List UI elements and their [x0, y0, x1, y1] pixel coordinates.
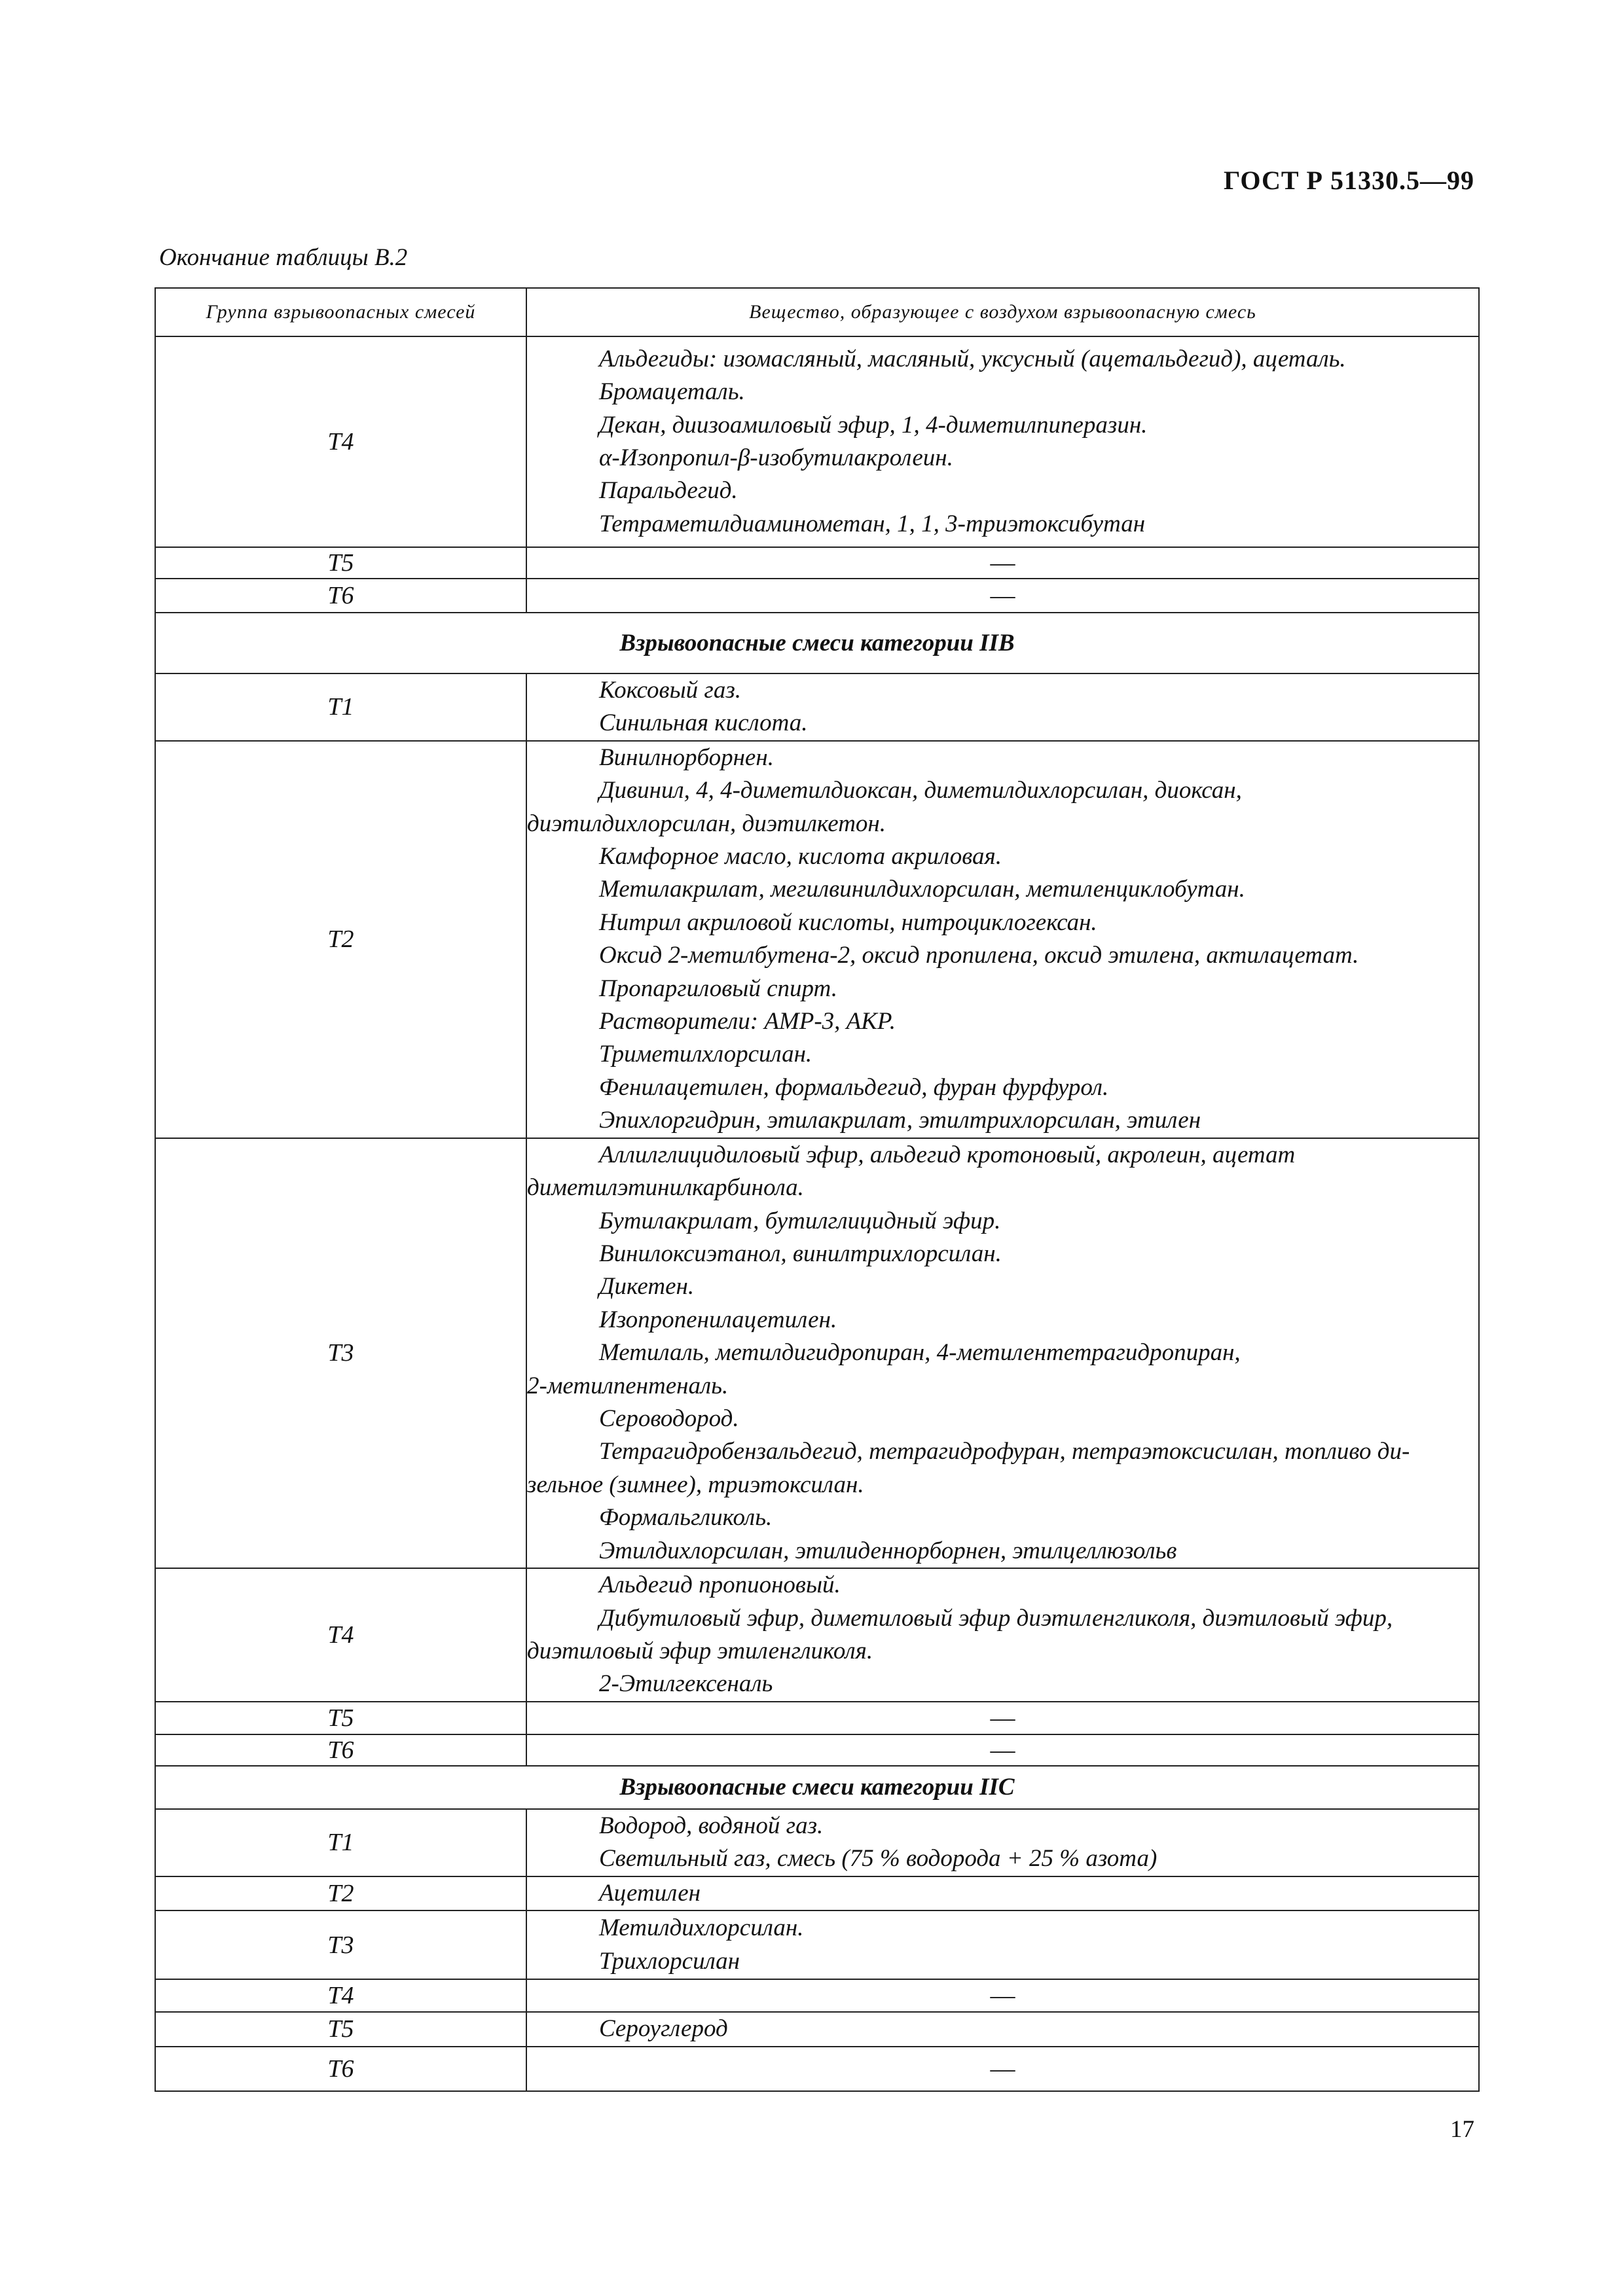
- substance-line: Пропаргиловый спирт.: [599, 975, 837, 1002]
- substance-line: 2-метилпентеналь.: [527, 1372, 729, 1399]
- substance-cell: [526, 741, 1479, 1138]
- substance-line: диэтиловый эфир этиленгликоля.: [527, 1637, 873, 1664]
- substance-line: Дибутиловый эфир, диметиловый эфир диэтиленгликоля, диэтиловый эфир,: [599, 1604, 1393, 1632]
- category-title: Взрывоопасные смеси категории IIВ: [155, 613, 1479, 673]
- substance-line: Фенилацетилен, формальдегид, фуран фурфурол.: [599, 1073, 1109, 1101]
- substance-line: Этилдихлорсилан, этилиденнорборнен, этилцеллюзольв: [599, 1537, 1177, 1564]
- table-row: [155, 2012, 1479, 2046]
- substance-cell: [526, 1138, 1479, 1568]
- substance-line: Оксид 2-метилбутена-2, оксид пропилена, оксид этилена, актилацетат.: [599, 942, 1359, 969]
- substance-line: Сероуглерод: [599, 2015, 728, 2043]
- substance-line: Формальгликоль.: [599, 1504, 773, 1532]
- table-row: [155, 1734, 1479, 1766]
- substance-line: Изопропенилацетилен.: [599, 1306, 837, 1333]
- substance-line: Винилнорборнен.: [599, 744, 774, 771]
- substance-line: Триметилхлорсилан.: [599, 1041, 812, 1068]
- substance-line: Коксовый газ.: [599, 677, 742, 704]
- substance-line: Нитрил акриловой кислоты, нитроциклогексан.: [599, 908, 1097, 936]
- substance-line: Сероводород.: [599, 1405, 739, 1432]
- substance-line: Эпихлоргидрин, этилакрилат, этилтрихлорсилан, этилен: [599, 1107, 1201, 1134]
- table-row: [155, 547, 1479, 579]
- group-cell: Т3: [155, 1138, 526, 1568]
- substance-line: Растворители: АМР-3, АКР.: [599, 1008, 896, 1035]
- substance-line: диметилэтинилкарбинола.: [527, 1174, 804, 1202]
- group-cell: Т4: [155, 1568, 526, 1702]
- dash-cell: —: [526, 547, 1479, 579]
- dash-cell: —: [526, 579, 1479, 613]
- substance-line: Тетраметилдиаминометан, 1, 1, 3-триэтоксибутан: [599, 510, 1146, 537]
- substance-cell: [526, 2012, 1479, 2046]
- substance-line: Метилаль, метилдигидропиран, 4-метилентетрагидропиран,: [599, 1339, 1241, 1367]
- table-row: [155, 1809, 1479, 1876]
- substance-line: Метилакрилат, мегилвинилдихлорсилан, метиленциклобутан.: [599, 876, 1245, 903]
- group-cell: Т6: [155, 579, 526, 613]
- substance-line: Декан, диизоамиловый эфир, 1, 4-диметилпиперазин.: [599, 411, 1148, 439]
- dash-cell: —: [526, 1979, 1479, 2012]
- substance-line: Тетрагидробензальдегид, тетрагидрофуран, тетраэтоксисилан, топливо ди-: [599, 1438, 1410, 1465]
- category-title: Взрывоопасные смеси категории IIС: [155, 1766, 1479, 1809]
- group-cell: Т3: [155, 1910, 526, 1979]
- substance-line: Дивинил, 4, 4-диметилдиоксан, диметилдихлорсилан, диоксан,: [599, 777, 1242, 804]
- category-row: [155, 1766, 1479, 1809]
- table-row: [155, 2047, 1479, 2091]
- page-number: 17: [1450, 2116, 1474, 2143]
- table-row: [155, 1876, 1479, 1910]
- substances-table: [155, 287, 1480, 2092]
- group-cell: Т4: [155, 1979, 526, 2012]
- substance-cell: [526, 1876, 1479, 1910]
- dash-cell: —: [526, 1734, 1479, 1766]
- substance-line: Дикетен.: [599, 1273, 695, 1300]
- substance-line: Паральдегид.: [599, 477, 738, 505]
- substance-line: 2-Этилгексеналь: [599, 1670, 773, 1698]
- table-row: [155, 1702, 1479, 1734]
- group-cell: Т5: [155, 547, 526, 579]
- substance-line: Синильная кислота.: [599, 709, 808, 737]
- group-cell: Т2: [155, 741, 526, 1138]
- group-cell: Т5: [155, 1702, 526, 1734]
- substance-line: α-Изопропил-β-изобутилакролеин.: [599, 444, 953, 471]
- table-row: [155, 336, 1479, 547]
- substance-line: Камфорное масло, кислота акриловая.: [599, 843, 1002, 870]
- substance-line: Водород, водяной газ.: [599, 1812, 824, 1839]
- table-row: [155, 741, 1479, 1138]
- column-header-substance: Вещество, образующее с воздухом взрывоопасную смесь: [526, 288, 1479, 336]
- category-row: [155, 613, 1479, 673]
- table-caption: Окончание таблицы В.2: [159, 244, 408, 271]
- substance-line: Винилоксиэтанол, винилтрихлорсилан.: [599, 1240, 1002, 1267]
- group-cell: Т1: [155, 1809, 526, 1876]
- table-row: [155, 1910, 1479, 1979]
- group-cell: Т6: [155, 2047, 526, 2091]
- substance-cell: [526, 1809, 1479, 1876]
- dash-cell: —: [526, 2047, 1479, 2091]
- group-cell: Т5: [155, 2012, 526, 2046]
- substance-line: Аллилглицидиловый эфир, альдегид кротоновый, акролеин, ацетат: [599, 1141, 1296, 1168]
- group-cell: Т6: [155, 1734, 526, 1766]
- substance-line: Альдегиды: изомасляный, масляный, уксусный (ацетальдегид), ацеталь.: [599, 345, 1346, 372]
- substance-line: Трихлорсилан: [599, 1947, 740, 1975]
- substance-line: Ацетилен: [599, 1879, 701, 1907]
- substance-cell: [526, 1568, 1479, 1702]
- substance-line: диэтилдихлорсилан, диэтилкетон.: [527, 810, 886, 837]
- table-row: [155, 673, 1479, 741]
- standard-designation: ГОСТ Р 51330.5—99: [1223, 166, 1474, 195]
- substance-line: зельное (зимнее), триэтоксилан.: [527, 1471, 864, 1498]
- substance-line: Метилдихлорсилан.: [599, 1914, 804, 1942]
- table-row: [155, 1138, 1479, 1568]
- table-header-row: [155, 288, 1479, 336]
- substance-line: Бромацеталь.: [599, 378, 745, 406]
- substance-cell: [526, 336, 1479, 547]
- table-row: [155, 1979, 1479, 2012]
- substance-cell: [526, 1910, 1479, 1979]
- group-cell: Т4: [155, 336, 526, 547]
- substance-line: Альдегид пропионовый.: [599, 1571, 841, 1599]
- group-cell: Т1: [155, 673, 526, 741]
- table-row: [155, 1568, 1479, 1702]
- table-row: [155, 579, 1479, 613]
- dash-cell: —: [526, 1702, 1479, 1734]
- column-header-group: Группа взрывоопасных смесей: [155, 288, 526, 336]
- group-cell: Т2: [155, 1876, 526, 1910]
- substance-line: Светильный газ, смесь (75 % водорода + 25 % азота): [599, 1845, 1158, 1873]
- substance-line: Бутилакрилат, бутилглицидный эфир.: [599, 1207, 1001, 1234]
- substance-cell: [526, 673, 1479, 741]
